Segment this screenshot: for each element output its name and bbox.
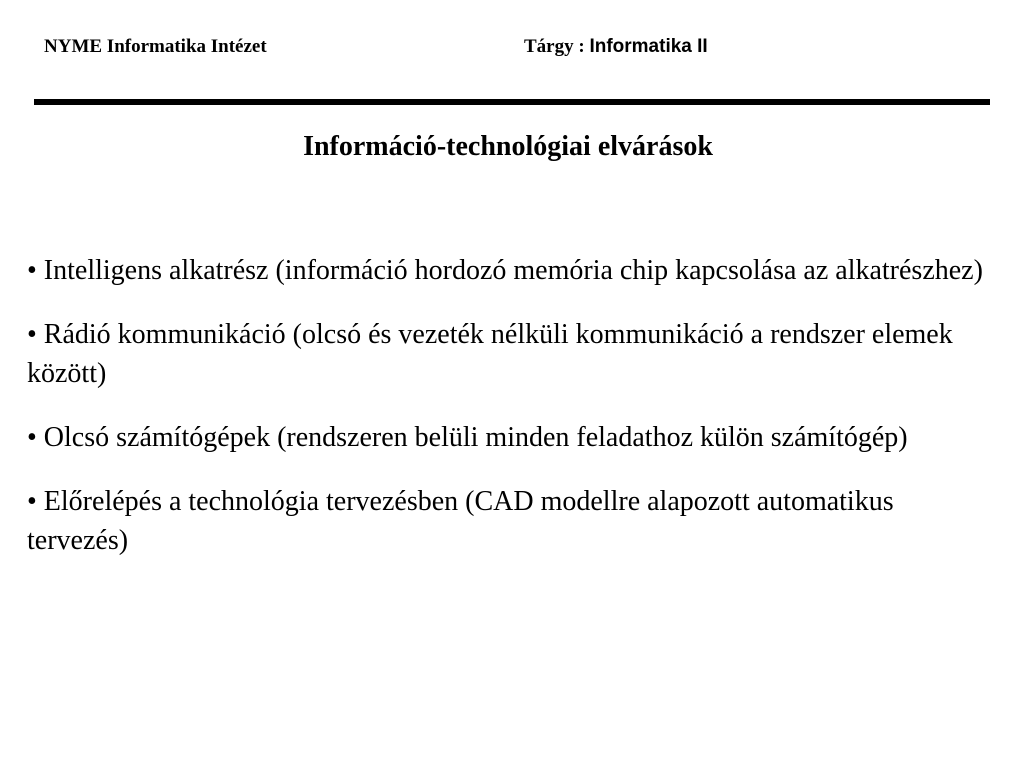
subject-line — [524, 34, 708, 61]
slide-title: Információ-technológiai elvárások — [303, 131, 713, 162]
institute-name: NYME Informatika Intézet — [44, 36, 267, 57]
bullet-item: • Intelligens alkatrész (információ hordozó memória chip kapcsolása az alkatrészhez) — [27, 255, 983, 286]
bullet-list — [27, 251, 987, 585]
bullet-item: • Rádió kommunikáció (olcsó és vezeték nélküli kommunikáció a rendszer elemek között) — [27, 319, 953, 389]
header-divider — [34, 99, 990, 105]
bullet-item: • Előrelépés a technológia tervezésben (CAD modellre alapozott automatikus tervezés) — [27, 486, 894, 556]
subject-label: Tárgy : — [524, 36, 590, 57]
subject-value: Informatika II — [589, 36, 708, 57]
bullet-item: • Olcsó számítógépek (rendszeren belüli minden feladathoz külön számítógép) — [27, 422, 908, 453]
slide-header — [0, 34, 1024, 64]
